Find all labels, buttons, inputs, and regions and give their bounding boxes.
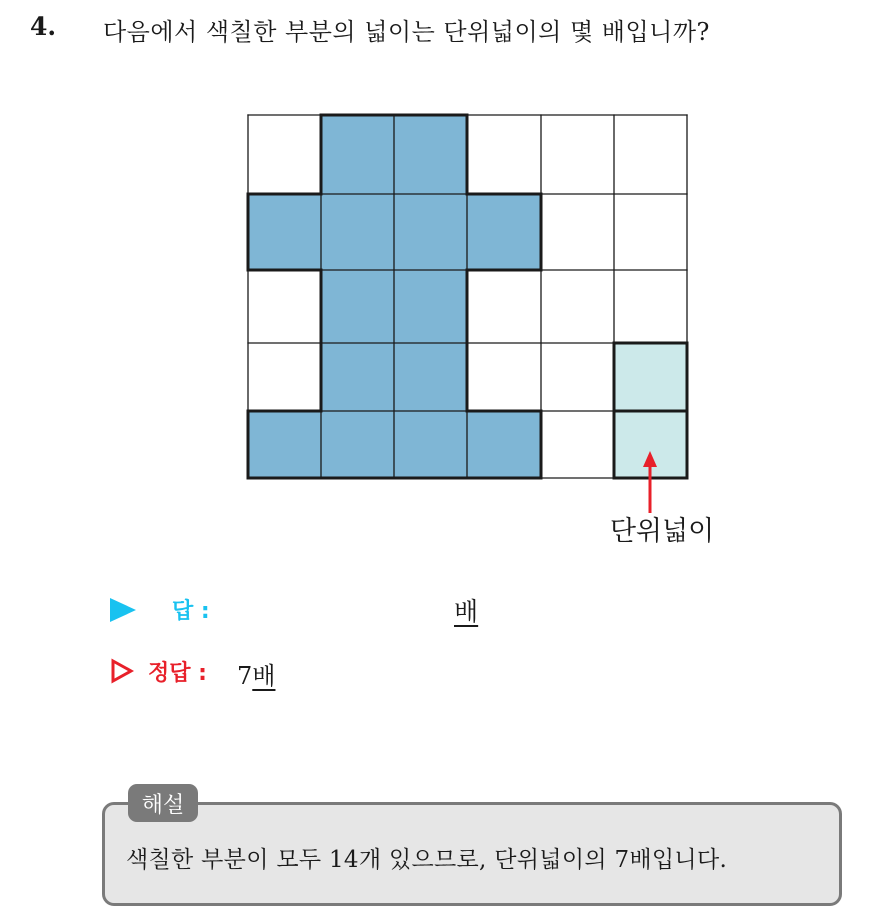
grid-cell xyxy=(541,115,614,194)
shaded-cell xyxy=(321,270,394,343)
answer-label: 답 : xyxy=(172,599,210,624)
shaded-cell xyxy=(467,194,541,270)
shaded-cell xyxy=(394,115,467,194)
shaded-cell xyxy=(321,194,394,270)
shaded-cell xyxy=(321,343,394,411)
correct-answer-value: 7 xyxy=(237,662,253,690)
shaded-cell xyxy=(248,194,321,270)
explanation-tag: 해설 xyxy=(128,784,198,822)
grid-cell xyxy=(467,343,541,411)
shaded-cell xyxy=(467,411,541,478)
correct-label: 정답 : xyxy=(148,661,207,686)
grid-cell xyxy=(614,270,687,343)
grid-cell xyxy=(248,343,321,411)
shaded-cell xyxy=(394,411,467,478)
question-text: 다음에서 색칠한 부분의 넓이는 단위넓이의 몇 배입니까? xyxy=(103,18,710,46)
grid-cell xyxy=(248,115,321,194)
correct-answer xyxy=(237,656,275,691)
shaded-cell xyxy=(321,115,394,194)
grid-cell xyxy=(467,115,541,194)
correct-answer-unit: 배 xyxy=(252,662,276,690)
grid-cell xyxy=(541,343,614,411)
unit-area-label: 단위넓이 xyxy=(609,516,715,547)
grid-cell xyxy=(541,270,614,343)
answer-unit: 배 xyxy=(454,597,479,626)
answer-marker-icon xyxy=(110,598,136,622)
grid-cell xyxy=(541,411,614,478)
question-number: 4. xyxy=(30,12,57,41)
explanation-text: 색칠한 부분이 모두 14개 있으므로, 단위넓이의 7배입니다. xyxy=(126,847,728,873)
grid-cell xyxy=(467,270,541,343)
grid-cell xyxy=(248,270,321,343)
shaded-cell xyxy=(394,194,467,270)
grid-cell xyxy=(541,194,614,270)
correct-marker-icon xyxy=(110,658,134,684)
shaded-cell xyxy=(321,411,394,478)
grid-cell xyxy=(614,115,687,194)
shaded-cell xyxy=(394,270,467,343)
unit-cell xyxy=(614,343,687,411)
shaded-cell xyxy=(394,343,467,411)
shaded-cell xyxy=(248,411,321,478)
grid-cell xyxy=(614,194,687,270)
